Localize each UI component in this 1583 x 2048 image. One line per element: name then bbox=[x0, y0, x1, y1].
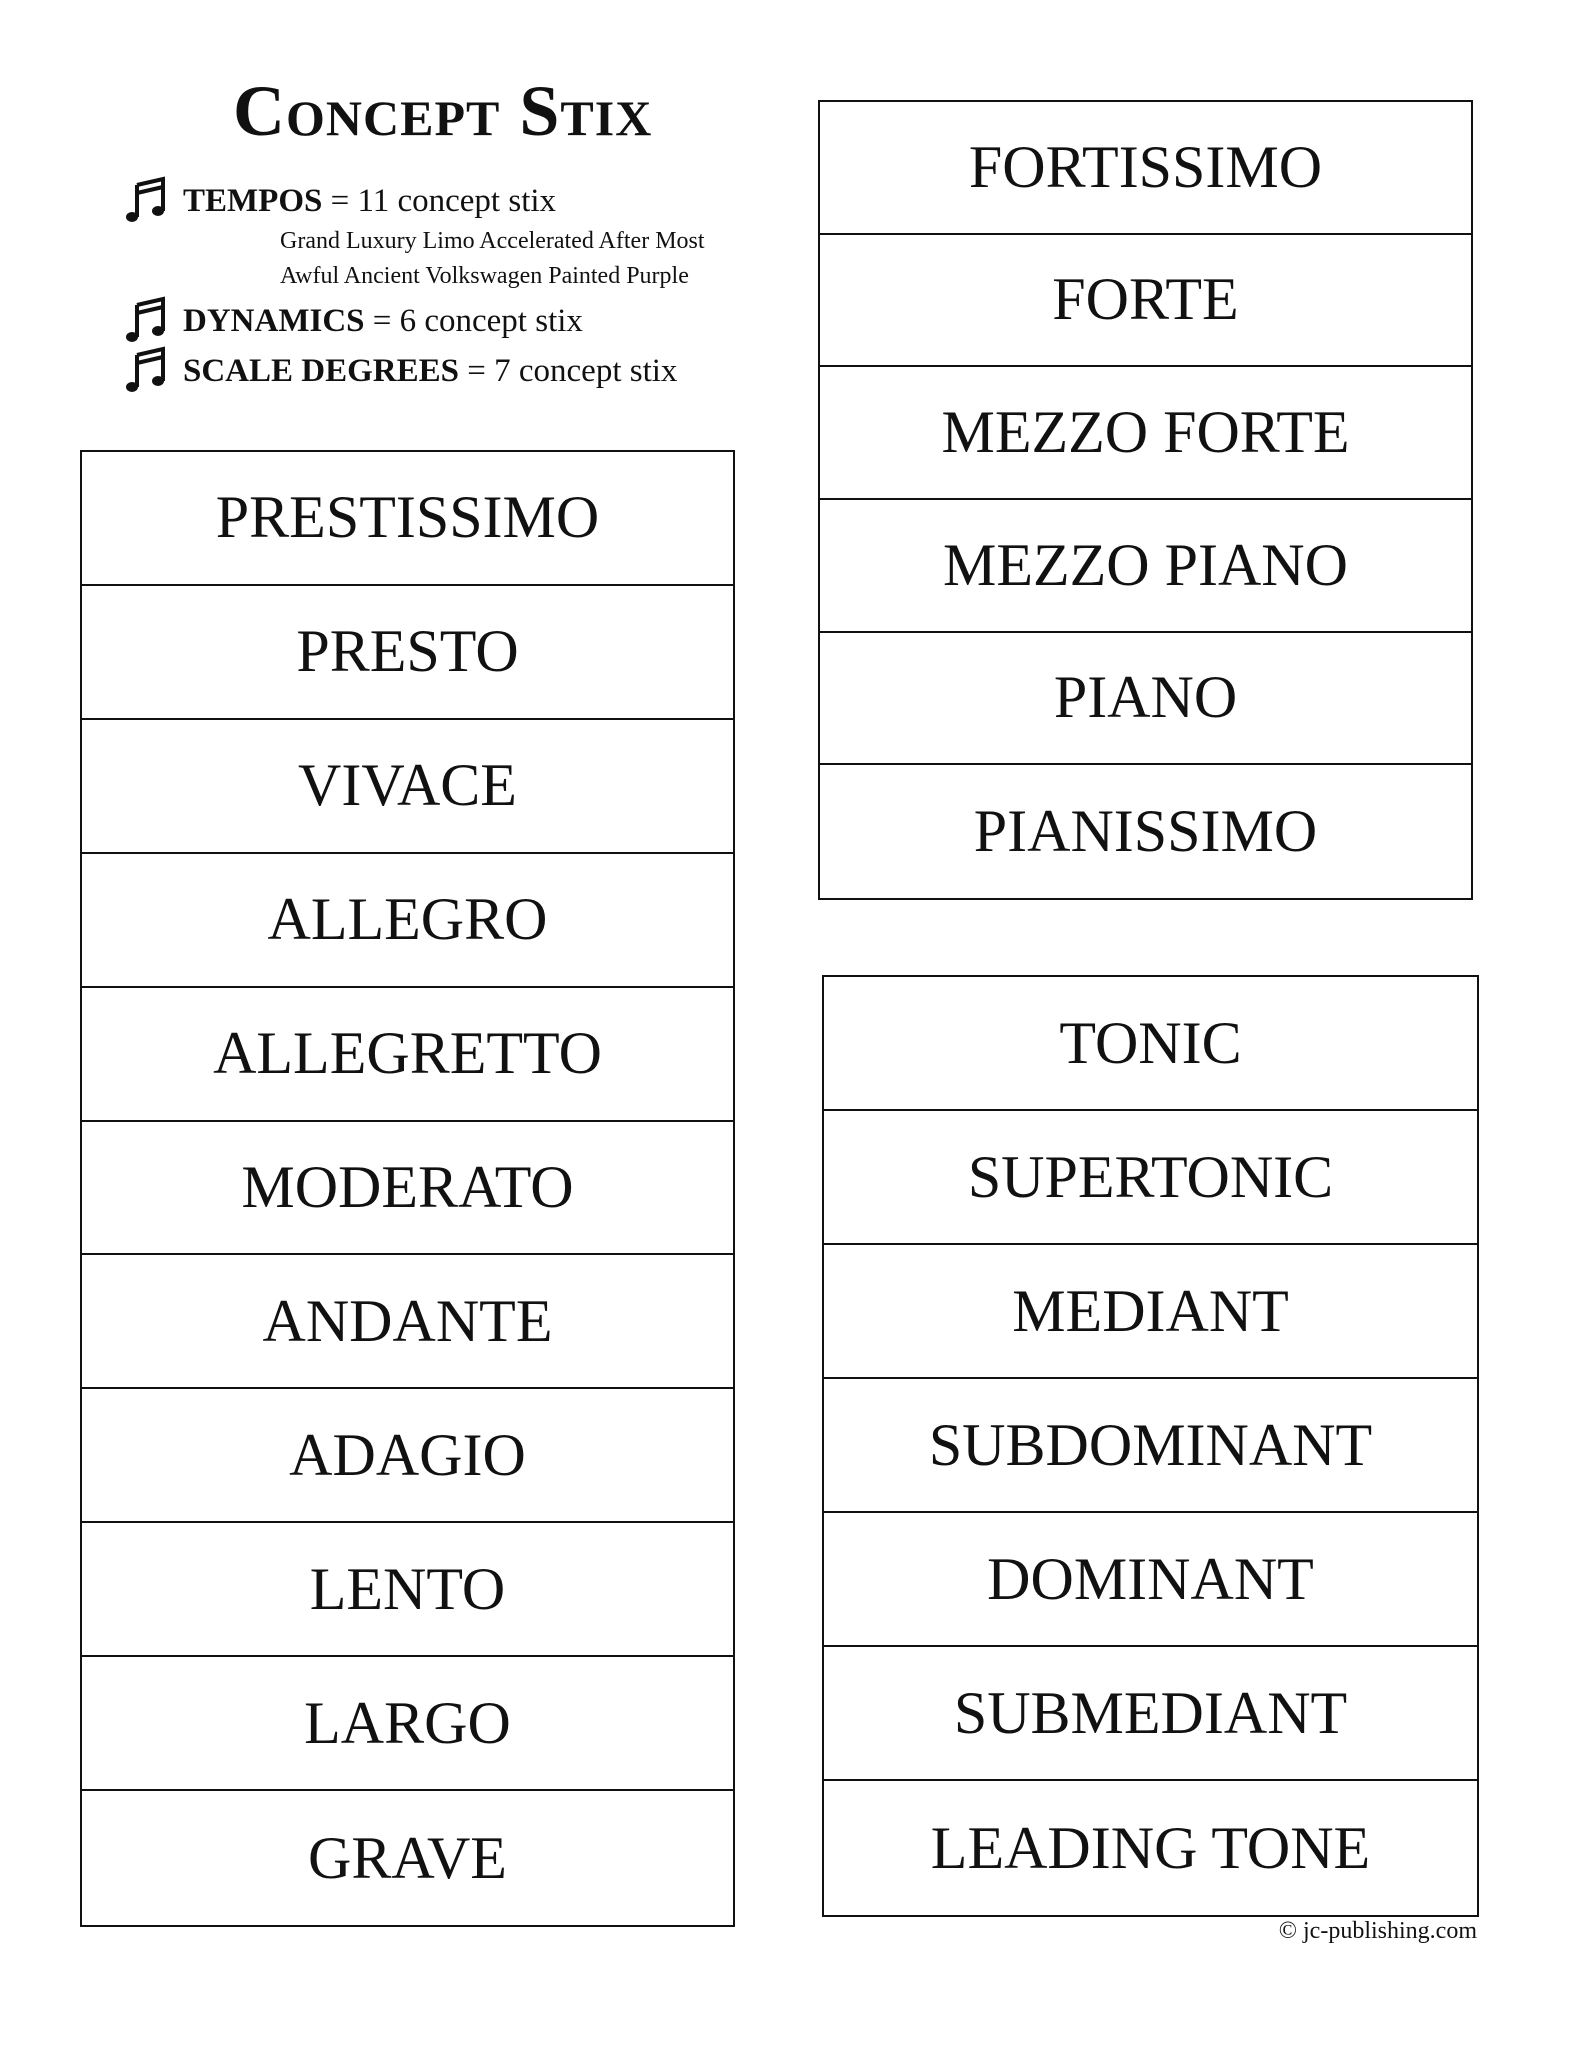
dynamic-card: FORTE bbox=[820, 235, 1471, 368]
dynamic-card: MEZZO FORTE bbox=[820, 367, 1471, 500]
dynamic-card: PIANO bbox=[820, 633, 1471, 766]
scale-degree-card: SUBDOMINANT bbox=[824, 1379, 1477, 1513]
legend-tempos bbox=[125, 175, 556, 225]
scale-degree-card: LEADING TONE bbox=[930, 1814, 1371, 1881]
music-note-icon bbox=[125, 175, 175, 225]
scale-degree-card: TONIC bbox=[824, 977, 1477, 1111]
legend-detail: = 7 concept stix bbox=[467, 353, 678, 389]
tempo-card: PRESTO bbox=[82, 586, 733, 720]
copyright-notice: © jc-publishing.com bbox=[1278, 1918, 1477, 1944]
scale-degree-card: MEDIANT bbox=[824, 1245, 1477, 1379]
legend-label: SCALE DEGREES bbox=[183, 353, 460, 389]
legend-label: DYNAMICS bbox=[183, 303, 365, 339]
legend-scale-degrees bbox=[125, 345, 677, 395]
tempo-card: ANDANTE bbox=[82, 1255, 733, 1389]
dynamic-card: PIANISSIMO bbox=[973, 798, 1318, 865]
legend-detail: = 6 concept stix bbox=[372, 303, 583, 339]
legend-label: TEMPOS bbox=[183, 183, 323, 219]
tempo-card: VIVACE bbox=[82, 720, 733, 854]
mnemonic-line-1: Grand Luxury Limo Accelerated After Most bbox=[280, 228, 705, 254]
tempo-card: GRAVE bbox=[308, 1824, 507, 1891]
tempo-card: LARGO bbox=[82, 1657, 733, 1791]
scale-degrees-card-column bbox=[822, 975, 1479, 1917]
legend-dynamics bbox=[125, 295, 583, 345]
mnemonic-line-2: Awful Ancient Volkswagen Painted Purple bbox=[280, 263, 689, 289]
scale-degree-card: SUBMEDIANT bbox=[824, 1647, 1477, 1781]
tempo-card: ALLEGRO bbox=[82, 854, 733, 988]
scale-degree-card: SUPERTONIC bbox=[824, 1111, 1477, 1245]
scale-degree-card: DOMINANT bbox=[824, 1513, 1477, 1647]
legend-detail: = 11 concept stix bbox=[330, 183, 557, 219]
dynamic-card: FORTISSIMO bbox=[820, 102, 1471, 235]
music-note-icon bbox=[125, 345, 175, 395]
page-title: Concept Stix bbox=[233, 71, 653, 151]
dynamic-card: MEZZO PIANO bbox=[820, 500, 1471, 633]
tempos-card-column bbox=[80, 450, 735, 1927]
tempo-card: MODERATO bbox=[82, 1122, 733, 1256]
dynamics-card-column bbox=[818, 100, 1473, 900]
music-note-icon bbox=[125, 295, 175, 345]
tempo-card: ALLEGRETTO bbox=[82, 988, 733, 1122]
tempo-card: PRESTISSIMO bbox=[82, 452, 733, 586]
tempo-card: ADAGIO bbox=[82, 1389, 733, 1523]
tempo-card: LENTO bbox=[82, 1523, 733, 1657]
